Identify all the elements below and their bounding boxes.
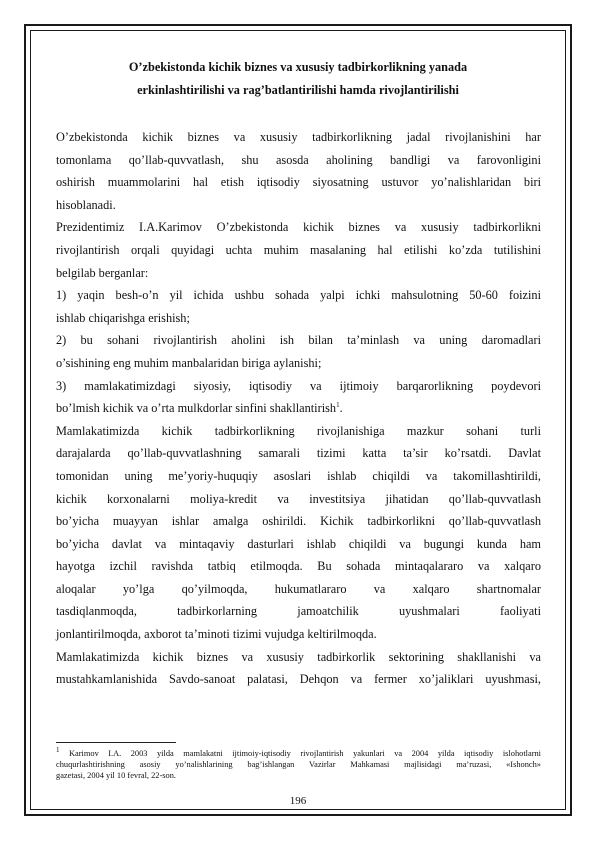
- body-line: aloqalar yo’lga qo’yilmoqda, hukumatlararo va xalqaro shartnomalar: [56, 581, 541, 596]
- body-line: 2) bu sohani rivojlantirish aholini ish bilan ta’minlash va uning daromadlari: [56, 333, 541, 348]
- body-line: ishlab chiqarishga erishish;: [56, 310, 190, 325]
- body-line: bo’yicha muayyan ishlar amalga oshirildi. Kichik tadbirkorlikni qo’llab-quvvatlash: [56, 514, 541, 529]
- body-line-text: bo’lmish kichik va o’rta mulkdorlar sinfini shakllantirish: [56, 401, 337, 416]
- body-line: bo’yicha davlat va mintaqaviy dasturlari ishlab chiqildi va bugungi kunda ham: [56, 536, 541, 551]
- body-line: jonlantirilmoqda, axborot ta’minoti tizimi vujudga keltirilmoqda.: [56, 627, 377, 642]
- sentence-end: .: [339, 401, 343, 416]
- title-line: erkinlashtirilishi va rag’batlantirilishi hamda rivojlantirilishi: [137, 83, 459, 97]
- body-line: Mamlakatimizda kichik biznes va xususiy tadbirkorlik sektorining shakllanishi va: [56, 649, 541, 664]
- body-line: hayotga izchil ravishda tatbiq etilmoqda. Bu sohada mintaqalararo va xalqaro: [56, 559, 541, 574]
- document-body: [56, 126, 541, 691]
- body-line: belgilab berganlar:: [56, 265, 149, 280]
- body-line: mustahkamlanishida Savdo-sanoat palatasi, Dehqon va fermer xo’jaliklari uyushmasi,: [56, 672, 541, 687]
- body-line: darajalarda qo’llab-quvvatlashning samarali tizimi katta ta’sir ko’rsatdi. Davlat: [56, 446, 541, 461]
- body-line: tomonlama qo’llab-quvvatlash, shu asosda aholining bandligi va farovonligini: [56, 152, 541, 167]
- body-line: hisoblanadi.: [56, 197, 116, 212]
- document-title: [56, 56, 540, 102]
- body-line: kichik korxonalarni moliya-kredit va investitsiya jihatidan qo’llab-quvvatlash: [56, 491, 541, 506]
- footnote-line: chuqurlashtirishning asosiy yo’nalishlarining bag’ishlangan Vazirlar Mahkamasi majlisidagi ma’ruzasi, «Ishonch»: [56, 760, 541, 770]
- body-line: rivojlantirish orqali quyidagi uchta muhim masalaning hal etilishi ko’zda tutilishini: [56, 242, 541, 257]
- footnote-reference[interactable]: 1: [336, 401, 340, 410]
- body-line: O’zbekistonda kichik biznes va xususiy tadbirkorlikning jadal rivojlanishini har: [56, 130, 541, 144]
- title-line: O’zbekistonda kichik biznes va xususiy tadbirkorlikning yanada: [128, 60, 468, 74]
- footnote-line-text: Karimov I.A. 2003 yilda mamlakatni ijtimoiy-iqtisodiy rivojlantirish yakunlari va 2004 yilda iqtisodiy islohotlarni: [68, 749, 541, 758]
- footnote: [56, 748, 541, 782]
- footnote-marker: 1: [56, 746, 60, 755]
- body-line: tasdiqlanmoqda, tadbirkorlarning jamoatchilik uyushmalari faoliyati: [56, 604, 541, 619]
- body-line: tomonidan uning me’yoriy-huquqiy asoslari ishlab chiqildi va takomillashtirildi,: [56, 468, 541, 483]
- body-line: o’sishining eng muhim manbalaridan biriga aylanishi;: [56, 355, 322, 370]
- footnote-line: [56, 748, 541, 759]
- body-line: [56, 397, 541, 420]
- body-line: 3) mamlakatimizdagi siyosiy, iqtisodiy va ijtimoiy barqarorlikning poydevori: [56, 378, 541, 393]
- footnote-separator: [56, 742, 176, 743]
- body-line: Mamlakatimizda kichik tadbirkorlikning rivojlanishiga mazkur sohani turli: [56, 423, 541, 438]
- body-line: 1) yaqin besh-o’n yil ichida ushbu sohada yalpi ichki mahsulotning 50-60 foizini: [56, 288, 541, 303]
- body-line: oshirish muammolarini hal etish iqtisodiy siyosatning ustuvor yo’nalishlaridan biri: [56, 175, 541, 190]
- footnote-line: gazetasi, 2004 yil 10 fevral, 22-son.: [56, 771, 177, 781]
- body-line: Prezidentimiz I.A.Karimov O’zbekistonda kichik biznes va xususiy tadbirkorlikni: [56, 220, 541, 235]
- page-number: 196: [289, 795, 307, 807]
